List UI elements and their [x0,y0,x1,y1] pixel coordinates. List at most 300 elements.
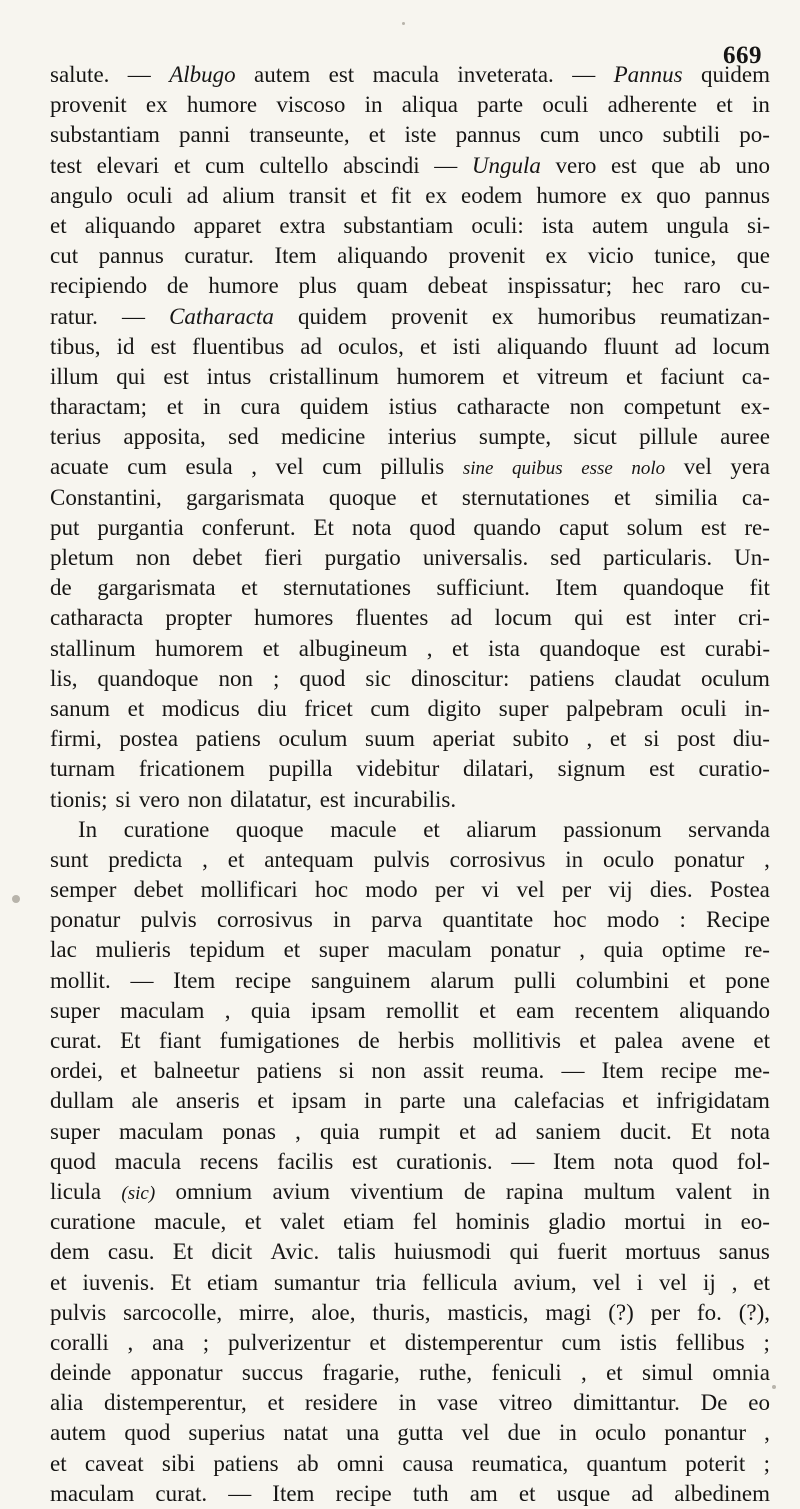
text-word: corrosivus [449,846,546,872]
text-word: in- [744,695,770,721]
text-word: sumantur [274,1269,360,1295]
text-line [50,483,770,513]
text-word: unco [598,122,644,148]
text-word: cum [322,454,362,480]
text-word: ex [145,92,168,118]
text-word: in [752,92,770,118]
text-word: ad [494,1118,517,1144]
text-word: nota [613,1148,654,1174]
text-line [50,60,770,90]
text-word: quod [50,1148,96,1174]
text-word: diu [257,695,287,721]
text-word: sanguinem [310,967,411,993]
text-word: autem [50,1420,107,1446]
text-word: per [561,877,592,903]
text-word: inspissatur; [507,273,613,299]
text-word: distemperentur, [103,1390,247,1416]
text-word: pannus [704,182,770,208]
text-word: fit [749,575,770,601]
text-word: vel [592,1269,621,1295]
text-word: quantum [586,1450,667,1476]
text-line [50,211,770,241]
text-word: , [764,1420,770,1446]
text-word: elevari [96,152,160,178]
text-word: apparet [193,212,262,238]
text-word: si [644,726,660,752]
text-word: Un- [734,545,770,570]
text-word: digito [427,695,482,721]
text-word: vitreo [498,1390,553,1416]
text-word: gargarismata [97,575,216,601]
text-word: in [364,1088,382,1114]
text-word: et [420,484,438,510]
text-word: tharactam; [50,394,148,420]
text-word: curationis. [396,1148,493,1174]
text-word: ad [631,1480,654,1506]
text-word: — [561,1058,585,1084]
text-word: et [716,92,733,118]
text-word: fel [412,1209,438,1235]
text-word: humoribus [537,303,637,329]
text-word: quod [409,514,456,540]
text-word: assit [423,1058,464,1084]
text-word: Et [313,514,334,540]
text-word: quod [299,665,346,691]
text-word: hoc [314,877,349,903]
text-word: quoque [328,484,397,510]
text-word: sternutationes [283,575,411,601]
text-word: ponatur [673,846,745,872]
text-line [50,845,770,875]
text-word: alarum [430,967,495,993]
text-word: servanda [688,816,770,842]
text-word: locum [494,605,552,631]
text-word: recens [199,1148,259,1174]
text-word: sine [462,458,494,480]
text-word: parva [371,907,423,933]
text-word: , [764,846,770,872]
text-word: catharacte [456,394,550,420]
text-word: aperiat [432,726,496,752]
text-word: et [609,726,627,752]
text-word: tepidum [189,937,265,963]
text-line [50,1479,770,1509]
text-line [50,905,770,935]
text-word: provenit [391,303,468,329]
text-line [50,1177,770,1207]
text-word: subtili [662,122,721,148]
text-line [50,543,770,573]
text-word: cu- [740,273,770,299]
text-word: fricationem [138,756,245,782]
text-word: sanus [718,1239,770,1265]
text-word: nota [351,514,392,540]
text-line [50,392,770,422]
text-word: — [122,303,145,329]
text-word: esse [581,458,613,480]
text-word: et [688,967,706,993]
text-word: Item [274,243,317,269]
text-word: thuris, [372,1299,431,1325]
text-word: usque [556,1480,611,1506]
text-word: est [611,152,637,178]
text-word: re- [744,514,770,540]
text-word: vicio [587,243,634,269]
text-word: et [419,333,437,359]
text-word: Constantini, [50,484,162,510]
text-word: superius [188,1420,266,1446]
text-word: oculi [126,182,173,208]
text-word: maculam [387,937,472,963]
text-word: vi [481,877,500,903]
text-line [50,1388,770,1418]
text-word: et [369,1329,386,1355]
text-word: quando [473,514,542,540]
text-word: aliquando [337,243,428,269]
text-word: ca- [741,484,770,510]
text-word: — [130,967,154,993]
text-word: purgatio [324,545,401,570]
text-word: vero [555,152,597,178]
text-word: vel [516,877,545,903]
text-word: cultello [259,152,329,178]
text-word: sicut [573,424,617,450]
text-word: dicit [211,1239,253,1265]
text-line [50,603,770,633]
text-word: ex [545,243,568,269]
text-word: alia [50,1390,84,1416]
text-word: recipe [335,1480,392,1506]
text-word: firmi, [50,726,102,752]
text-word: i [636,1269,644,1295]
text-word: yera [730,454,770,480]
text-word: est [319,786,346,812]
text-word: fumigationes [219,1028,340,1053]
text-word: fit [390,182,412,208]
text-word: claudat [614,665,681,691]
text-word: Item [552,1148,596,1174]
text-word: — [228,1480,252,1506]
text-line [50,1117,770,1147]
text-word: reuma. [481,1058,545,1084]
text-word: lis, [50,665,78,691]
text-word: curatione [123,816,210,842]
text-word: patiens [529,665,595,691]
scan-speck [12,895,20,903]
text-word: eam [516,997,555,1023]
text-word: qui [574,605,604,631]
text-word: gutta [397,1420,444,1446]
text-word: curatio- [698,756,770,782]
text-word: anseris [175,1088,240,1114]
text-word: herbis [398,1028,455,1053]
text-word: qui [116,363,146,389]
text-word: simul [641,1360,694,1386]
text-word: oculum [278,726,348,752]
text-word: ex- [740,394,770,420]
text-word: substantiam [343,212,454,238]
text-line [50,120,770,150]
text-word: in [203,394,221,420]
text-word: suum [365,726,415,752]
text-word: una [346,1420,380,1446]
text-word: vij [608,877,633,903]
text-word: parte [399,1088,446,1114]
text-line [50,664,770,694]
text-word: vel [275,454,304,480]
text-word: catharacta [50,605,144,631]
text-word: palpebram [566,695,664,721]
text-word: quandoque [539,635,641,661]
text-word: ad [450,605,473,631]
text-word: rapina [505,1178,564,1204]
text-word: debet [133,877,184,903]
text-word: una [463,1088,497,1114]
text-word: in [752,1178,770,1204]
text-word: patiens [213,1450,279,1476]
text-word: et [50,212,67,238]
text-word: tria [375,1269,407,1295]
text-word: humores [254,605,334,631]
text-word: locum [712,333,770,359]
text-word: non [569,394,605,420]
text-word: Item [272,1480,315,1506]
text-word: et [459,1118,476,1144]
text-word: fieri [264,545,303,570]
text-word: pulverizentur [227,1329,351,1355]
text-line [50,875,770,905]
text-word: Et [120,1028,141,1053]
text-word: super [50,1118,100,1144]
text-word: post [676,726,716,752]
text-word: in [364,92,383,118]
text-word: columbini [575,967,670,993]
text-word: fellibus [675,1329,745,1355]
text-word: pulvis [50,1299,107,1325]
text-word: casu. [107,1239,155,1265]
text-word: (sic) [121,1182,156,1204]
text-word: talis [337,1239,376,1265]
text-word: raro [683,273,721,299]
text-word: Et [170,1269,192,1295]
text-word: super [50,997,100,1023]
text-word: ; [763,1329,770,1355]
text-word: aliquando [679,997,770,1023]
text-word: ale [131,1088,159,1114]
text-word: macula [114,1148,182,1174]
text-word: avene [681,1028,735,1053]
text-word: ex [491,303,514,329]
text-word: per [434,877,465,903]
text-word: rumpit [378,1118,441,1144]
text-word: mortui [624,1209,686,1235]
text-word: put [50,514,80,540]
text-word: humore [186,92,258,118]
text-word: ponantur [664,1420,746,1446]
text-word: etiam [343,1209,395,1235]
text-word: sed [228,424,259,450]
text-word: uno [735,152,770,178]
text-word: reumatizan- [660,303,770,329]
text-word: ruthe, [419,1360,473,1386]
text-word: vase [437,1390,478,1416]
text-word: cum [370,695,410,721]
text-line [50,966,770,996]
text-word: ex [425,182,447,208]
text-word: sibi [161,1450,196,1476]
text-word: non [371,1058,406,1084]
text-word: etiam [207,1269,259,1295]
text-word: calefacias [513,1088,605,1114]
text-word: due [507,1420,541,1446]
text-word: si [115,786,131,812]
text-word: , [586,726,593,752]
text-word: fricet [304,695,353,721]
text-word: et [257,1088,274,1114]
text-word: sumpte, [478,424,552,450]
text-word: poterit [685,1450,746,1476]
text-line [50,634,770,664]
text-word: balneetur [153,1058,240,1084]
text-word: coralli [50,1329,109,1355]
text-line [50,815,770,845]
text-word: curatur. [184,243,254,269]
text-word: in [333,907,351,933]
text-word: , [251,454,257,480]
text-word: isti [452,333,481,359]
text-word: universalis. [422,545,529,570]
text-word: Catharacta [169,303,274,329]
text-word: quandoque [97,665,199,691]
text-word: modo [606,907,660,933]
text-word: Pannus [613,62,683,87]
text-word: non [218,665,253,691]
text-word: fragarie, [322,1360,400,1386]
text-word: , [426,635,433,661]
text-word: competunt [623,394,721,420]
text-line [50,724,770,754]
text-word: ad [186,182,209,208]
text-word: lac [50,937,77,963]
page-number: 669 [723,42,762,69]
text-word: dies. [649,877,693,903]
text-line [50,754,770,784]
text-word: et [267,1390,285,1416]
text-word: istis [619,1329,657,1355]
text-word: nota [730,1118,770,1144]
text-word: et [262,635,280,661]
text-word: debet [192,545,243,570]
text-word: vitreum [536,363,609,389]
text-word: est [659,635,686,661]
text-word: ponatur [50,907,121,933]
text-word: debeat [427,273,488,299]
text-word: test [50,152,82,178]
text-line [50,1056,770,1086]
text-word: turnam [50,756,116,782]
text-line [50,181,770,211]
text-word: est [625,605,652,631]
text-word: non [135,545,171,570]
text-word: est [700,514,727,540]
text-word: salute. [50,62,110,87]
text-line [50,302,770,332]
text-word: et [579,1028,596,1053]
text-word: viscoso [276,92,346,118]
text-word: ca- [741,363,770,389]
text-word: passionum [563,816,662,842]
text-word: dem [50,1239,90,1265]
text-word: Et [690,1118,712,1144]
text-word: mortuus [625,1239,701,1265]
text-word: sufficiunt. [436,575,530,601]
text-word: quam [356,273,408,299]
text-word: maculam [118,1118,204,1144]
text-word: optime [661,937,726,963]
text-word: natat [283,1420,328,1446]
text-word: Recipe [706,907,770,933]
text-word: pone [725,967,770,993]
text-word: de [463,1178,486,1204]
text-word: macula [372,62,439,87]
text-word: palea [614,1028,663,1053]
text-line [50,785,770,815]
text-word: Ungula [471,152,541,178]
text-word: fo. [696,1299,722,1325]
text-word: oculos, [338,333,404,359]
text-word: antequam [264,846,354,872]
text-word: et [50,1450,67,1476]
text-word: et [173,152,191,178]
text-word: propter [165,605,232,631]
text-word: et [625,363,643,389]
text-word: illum [50,363,99,389]
text-word: pletum [50,545,114,570]
text-word: super [498,695,549,721]
text-word: macule, [154,1209,227,1235]
text-word: mollitivis [472,1028,561,1053]
text-word: am [469,1480,498,1506]
text-line [50,1358,770,1388]
text-word: apponatur [130,1360,223,1386]
text-line [50,1298,770,1328]
text-word: per [650,1299,681,1325]
text-word: , [581,1360,587,1386]
text-line [50,1449,770,1479]
text-line [50,241,770,271]
text-word: , [295,1118,301,1144]
text-line [50,271,770,301]
text-word: sic [365,665,391,691]
text-word: , [127,1329,134,1355]
text-word: valent [675,1178,732,1204]
text-word: signum [557,756,626,782]
text-word: quidem [297,303,367,329]
text-word: eo- [740,1209,770,1235]
text-word: extra [279,212,326,238]
text-word: Et [172,1239,194,1265]
text-word: terius [50,424,102,450]
text-word: aliarum [466,816,537,842]
text-word: recentem [574,997,659,1023]
text-word: incurabilis. [353,786,457,812]
text-word: macule [330,816,397,842]
text-word: super [318,937,369,963]
text-word: multum [583,1178,656,1204]
text-word: que [736,243,770,269]
text-word: ista [541,212,574,238]
text-word: tuth [412,1480,449,1506]
